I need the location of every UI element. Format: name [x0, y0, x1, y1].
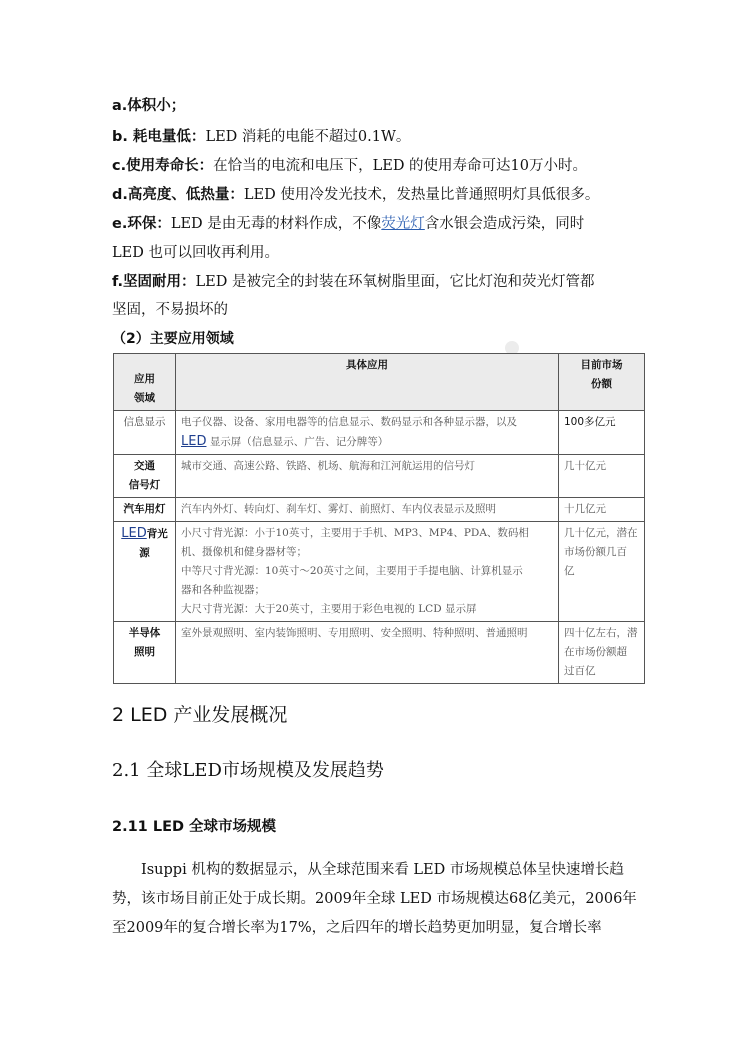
feature-key: b. 耗电量低： — [112, 129, 206, 145]
usage-text: 显示屏（信息显示、广告、记分牌等） — [209, 436, 389, 448]
header-market-size — [559, 354, 645, 411]
led-link[interactable]: LED — [181, 434, 207, 449]
usage-line: 大尺寸背光源：大于20英寸，主要用于彩色电视的 LCD 显示屏 — [181, 603, 477, 615]
size-line: 过百亿 — [564, 665, 596, 677]
feature-text: LED 消耗的电能不超过0.1W。 — [205, 129, 411, 145]
row-size: 十几亿元 — [559, 498, 645, 522]
header-field — [114, 354, 176, 411]
usage-line: 器和各种监视器； — [181, 584, 265, 596]
feature-c — [112, 155, 642, 177]
header-usage: 具体应用 — [176, 354, 559, 411]
field-line: 背光 — [146, 528, 168, 540]
feature-e-line2 — [112, 242, 642, 264]
feature-f — [112, 271, 642, 293]
row-field: 信息显示 — [114, 411, 176, 455]
feature-key: c.使用寿命长： — [112, 158, 214, 174]
row-field: 汽车用灯 — [114, 498, 176, 522]
row-field — [114, 522, 176, 622]
row-usage: 城市交通、高速公路、铁路、机场、航海和江河航运用的信号灯 — [176, 455, 559, 498]
header-size-line: 份额 — [591, 378, 612, 390]
feature-text: LED 使用冷发光技术，发热量比普通照明灯具低很多。 — [243, 187, 600, 203]
feature-d — [112, 184, 642, 206]
led-link[interactable]: LED — [121, 526, 147, 541]
feature-f-line2 — [112, 299, 642, 321]
feature-key: d.高亮度、低热量： — [112, 187, 244, 203]
row-usage — [176, 522, 559, 622]
feature-key: a.体积小； — [112, 98, 186, 114]
usage-line: 小尺寸背光源：小于10英寸，主要用于手机、MP3、MP4、PDA、数码相 — [181, 527, 529, 539]
feature-text: LED 也可以回收再利用。 — [112, 245, 279, 261]
size-line: 在市场份额超 — [564, 646, 627, 658]
field-line: 交通 — [134, 460, 155, 472]
size-line: 市场份额几百 — [564, 546, 627, 558]
header-size-line: 目前市场 — [580, 359, 623, 371]
field-line: 照明 — [134, 646, 155, 658]
feature-text: LED 是被完全的封装在环氧树脂里面，它比灯泡和荧光灯管都 — [195, 274, 595, 290]
row-size — [559, 622, 645, 684]
feature-a — [112, 95, 642, 117]
feature-key: e.环保： — [112, 216, 171, 232]
feature-text: LED 是由无毒的材料作成，不像 — [170, 216, 382, 232]
row-field — [114, 455, 176, 498]
table-row — [114, 522, 645, 622]
table-row — [114, 498, 645, 522]
usage-line: 机、摄像机和健身器材等； — [181, 546, 307, 558]
feature-text: 坚固，不易损坏的 — [112, 302, 228, 318]
row-usage: 汽车内外灯、转向灯、刹车灯、雾灯、前照灯、车内仪表显示及照明 — [176, 498, 559, 522]
subheading-applications: （2）主要应用领域 — [112, 331, 234, 347]
row-field — [114, 622, 176, 684]
size-line: 几十亿元，潜在 — [564, 527, 638, 539]
section-heading-2-1: 2.1 全球LED市场规模及发展趋势 — [112, 760, 384, 781]
feature-b — [112, 126, 642, 148]
table-row — [114, 411, 645, 455]
section-heading-2-11: 2.11 LED 全球市场规模 — [112, 819, 277, 835]
header-field-line: 领域 — [134, 392, 155, 404]
field-line: 信号灯 — [128, 479, 161, 491]
row-size: 几十亿元 — [559, 455, 645, 498]
feature-text: 含水银会造成污染，同时 — [424, 216, 585, 232]
feature-e — [112, 213, 642, 235]
table-row — [114, 622, 645, 684]
header-field-line: 应用 — [134, 373, 155, 385]
table-header-row — [114, 354, 645, 411]
size-line: 四十亿左右，潜 — [564, 627, 638, 639]
body-paragraph: Isuppi 机构的数据显示，从全球范围来看 LED 市场规模总体呈快速增长趋势，该市场目前正处于成长期。2009年全球 LED 市场规模达68亿美元，2006年至2009年的复合增长率为17%，之后四年的增长趋势更加明显，复合增长率 — [112, 862, 637, 936]
row-usage: 室外景观照明、室内装饰照明、专用照明、安全照明、特种照明、普通照明 — [176, 622, 559, 684]
field-line: 半导体 — [128, 627, 161, 639]
feature-text: 在恰当的电流和电压下，LED 的使用寿命可达10万小时。 — [213, 158, 588, 174]
row-size: 100多亿元 — [559, 411, 645, 455]
table-row — [114, 455, 645, 498]
row-usage — [176, 411, 559, 455]
feature-key: f.坚固耐用： — [112, 274, 196, 290]
usage-line: 中等尺寸背光源：10英寸～20英寸之间，主要用于手提电脑、计算机显示 — [181, 565, 523, 577]
size-line: 亿 — [564, 565, 575, 577]
fluorescent-lamp-link[interactable]: 荧光灯 — [381, 216, 425, 232]
application-table — [113, 353, 645, 684]
field-line: 源 — [139, 547, 150, 559]
row-size — [559, 522, 645, 622]
usage-text: 电子仪器、设备、家用电器等的信息显示、数码显示和各种显示器，以及 — [181, 416, 517, 428]
section-heading-2: 2 LED 产业发展概况 — [112, 704, 288, 726]
